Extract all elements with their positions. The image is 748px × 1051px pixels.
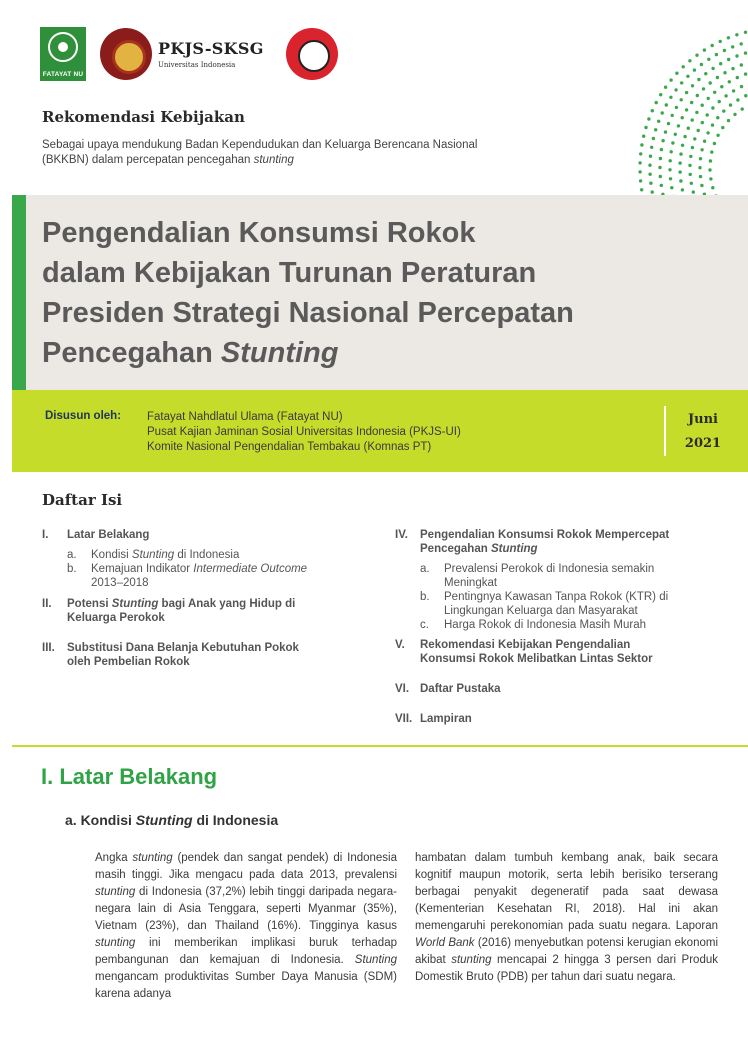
recommendation-description	[42, 138, 562, 168]
toc-label: Harga Rokok di Indonesia Masih Murah	[444, 619, 646, 631]
toc-label: Kondisi Stunting di Indonesia	[91, 549, 240, 561]
recommendation-heading: Rekomendasi Kebijakan	[42, 108, 245, 126]
authors-label: Disusun oleh:	[45, 410, 122, 422]
universitas-indonesia-logo-icon	[100, 28, 152, 80]
toc-label: Daftar Pustaka	[420, 683, 501, 695]
toc-label: Pengendalian Konsumsi Rokok Mempercepat Pencegahan Stunting	[420, 529, 670, 555]
author-item: Pusat Kajian Jaminan Sosial Universitas Indonesia (PKJS-UI)	[147, 426, 461, 438]
toc-subitem-iva[interactable]	[395, 562, 725, 590]
toc-number: I.	[42, 529, 49, 541]
document-title	[42, 213, 682, 373]
section-heading: I. Latar Belakang	[41, 764, 218, 789]
toc-label: Latar Belakang	[67, 529, 150, 541]
toc-label: Rekomendasi Kebijakan Pengendalian Konsumsi Rokok Melibatkan Lintas Sektor	[420, 639, 653, 665]
toc-left-column	[42, 528, 362, 683]
toc-subitem-ivc[interactable]	[395, 618, 725, 632]
toc-label: Lampiran	[420, 713, 472, 725]
toc-label: Prevalensi Perokok di Indonesia semakin Meningkat	[444, 563, 655, 589]
toc-letter: b.	[420, 591, 430, 603]
toc-subitem-ivb[interactable]	[395, 590, 725, 618]
author-item: Fatayat Nahdlatul Ulama (Fatayat NU)	[147, 411, 343, 423]
subsection-heading: a. Kondisi Stunting di Indonesia	[65, 812, 279, 828]
toc-subitem-ia[interactable]	[42, 548, 362, 562]
title-line-1: Pengendalian Konsumsi Rokok	[42, 217, 476, 249]
toc-number: VI.	[395, 683, 410, 695]
toc-number: VII.	[395, 713, 413, 725]
pkjs-sksg-subtitle: Universitas Indonesia	[158, 61, 236, 69]
title-accent-bar	[12, 195, 26, 390]
toc-label: Pentingnya Kawasan Tanpa Rokok (KTR) di Lingkungan Keluarga dan Masyarakat	[444, 591, 669, 617]
toc-letter: b.	[67, 563, 77, 575]
toc-number: IV.	[395, 529, 409, 541]
publication-date	[680, 408, 726, 456]
author-band	[12, 390, 748, 472]
body-paragraph-left: Angka stunting (pendek dan sangat pendek) di Indonesia masih tinggi. Jika mengacu pada data 2013, prevalensi stunting di Indonesia (37,2%) lebih tinggi daripada negara-negara lain di Asia Tenggara, seperti Myanmar (35%), Vietnam (23%), dan Thailand (16%). Tingginya kasus stunting ini memberikan implikasi buruk terhadap pembangunan dan kemajuan di Indonesia. Stunting mengancam produktivitas Sumber Daya Manusia (SDM) karena adanya	[95, 852, 397, 1000]
recommendation-desc-line1: Sebagai upaya mendukung Badan Kependudukan dan Keluarga Berencana Nasional	[42, 139, 478, 151]
toc-label: Potensi Stunting bagi Anak yang Hidup di Keluarga Perokok	[67, 598, 296, 624]
toc-item-v[interactable]	[395, 638, 725, 666]
body-paragraph-right: hambatan dalam tumbuh kembang anak, baik secara kognitif maupun motorik, serta lebih berisiko terserang berbagai penyakit degeneratif pada saat dewasa (Kementerian Kesehatan RI, 2018). Hal ini akan memengaruhi perekonomian pada suatu negara. Laporan World Bank (2016) menyebutkan potensi kerugian ekonomi akibat stunting mencapai 2 hingga 3 persen dari Produk Domestik Bruto (PDB) per tahun dari suatu negara.	[415, 852, 718, 983]
toc-number: II.	[42, 598, 52, 610]
logo-row	[40, 26, 338, 82]
toc-item-vi[interactable]	[395, 682, 725, 696]
toc-number: III.	[42, 642, 55, 654]
toc-item-ii[interactable]	[42, 597, 362, 625]
toc-letter: c.	[420, 619, 429, 631]
toc-heading: Daftar Isi	[42, 491, 123, 509]
toc-number: V.	[395, 639, 405, 651]
toc-right-column	[395, 528, 725, 740]
title-line-4-italic: Stunting	[220, 337, 339, 369]
date-separator	[664, 406, 666, 456]
toc-item-iii[interactable]	[42, 641, 362, 669]
title-line-4: Pencegahan	[42, 337, 221, 369]
title-line-2: dalam Kebijakan Turunan Peraturan	[42, 257, 537, 289]
toc-letter: a.	[420, 563, 430, 575]
fatayat-nu-logo-text: FATAYAT NU	[42, 71, 84, 78]
pkjs-sksg-name: PKJS-SKSG	[158, 39, 264, 58]
toc-subitem-ib[interactable]	[42, 562, 362, 590]
toc-label: Kemajuan Indikator Intermediate Outcome 2013–2018	[91, 563, 308, 589]
authors-list	[147, 410, 461, 455]
recommendation-desc-italic: stunting	[253, 154, 294, 166]
fatayat-nu-logo	[40, 27, 86, 81]
toc-item-vii[interactable]	[395, 712, 725, 726]
recommendation-desc-line2: (BKKBN) dalam percepatan pencegahan	[42, 154, 254, 166]
publication-month: Juni	[688, 412, 718, 427]
toc-letter: a.	[67, 549, 77, 561]
toc-label: Substitusi Dana Belanja Kebutuhan Pokok oleh Pembelian Rokok	[67, 642, 299, 668]
publication-year: 2021	[684, 436, 722, 451]
pkjs-sksg-logo	[158, 39, 264, 69]
toc-item-iv[interactable]	[395, 528, 725, 556]
nu-emblem-icon	[48, 32, 78, 62]
komnas-pt-logo-icon	[286, 28, 338, 80]
title-line-3: Presiden Strategi Nasional Percepatan	[42, 297, 574, 329]
title-band	[12, 195, 748, 390]
section-divider	[12, 745, 748, 747]
toc-item-i[interactable]	[42, 528, 362, 542]
author-item: Komite Nasional Pengendalian Tembakau (Komnas PT)	[147, 441, 432, 453]
